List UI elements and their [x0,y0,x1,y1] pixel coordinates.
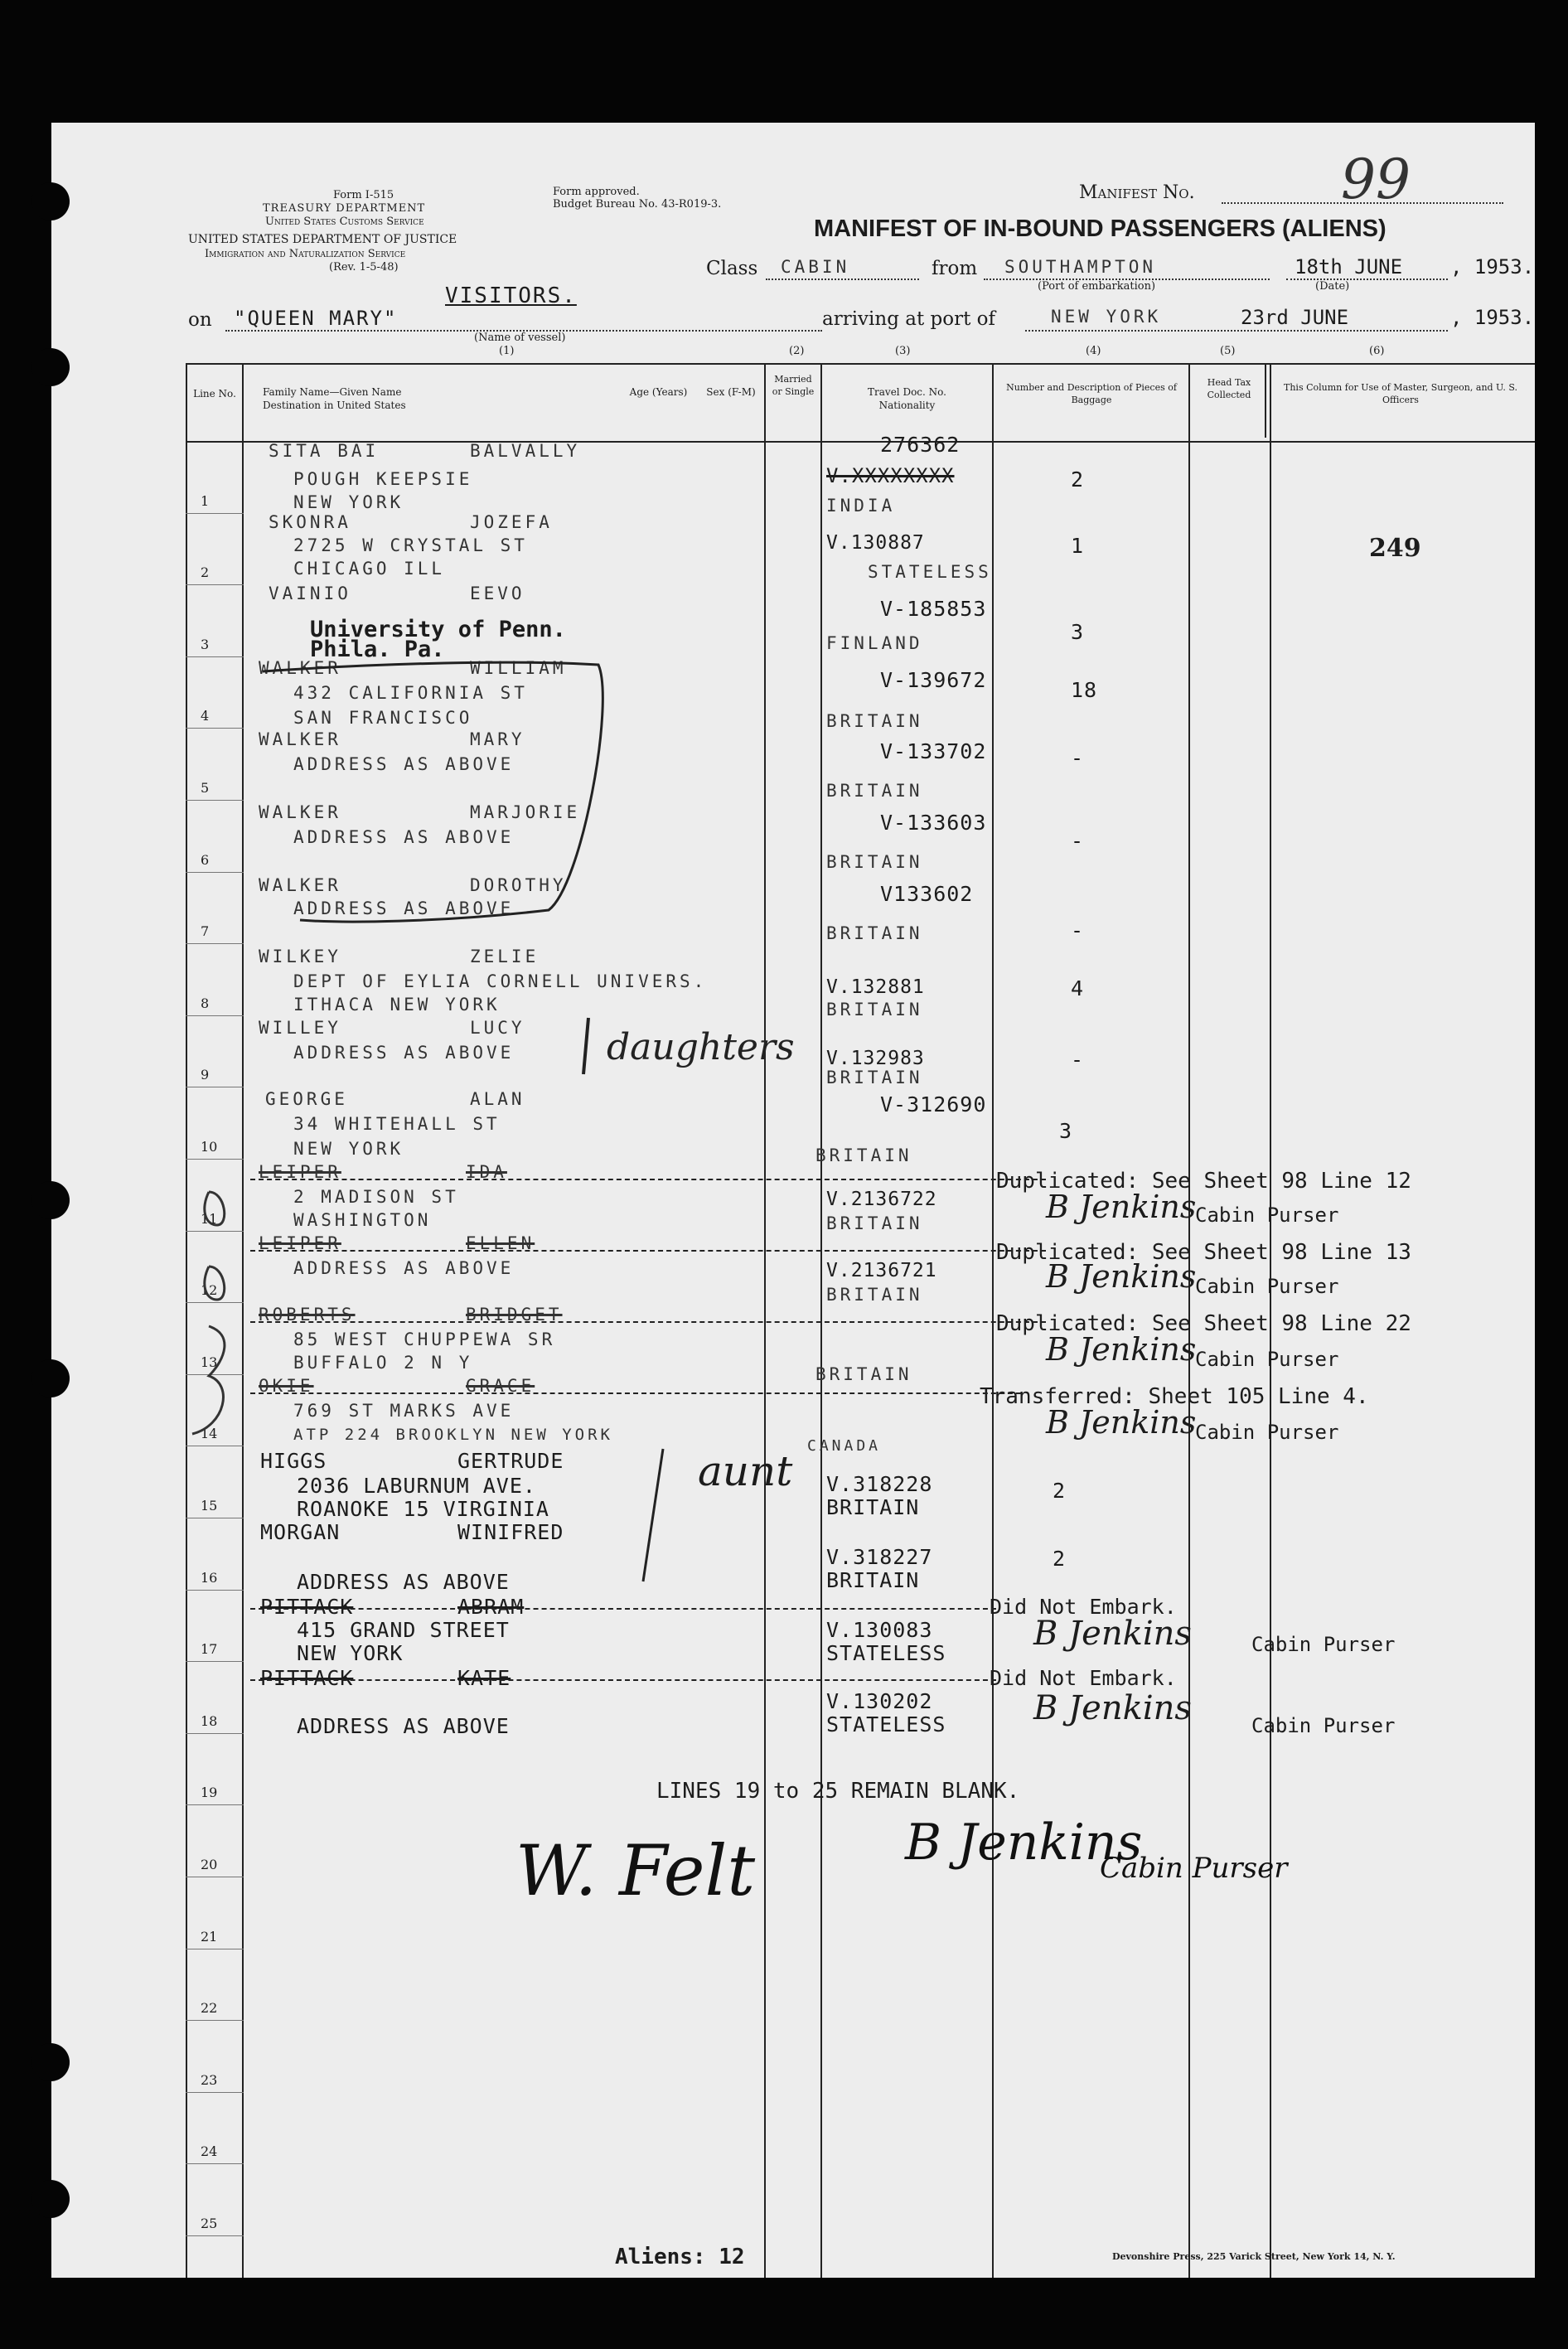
handwritten-note-aunt: aunt [698,1447,793,1495]
travel-doc: V.132881 [826,976,925,998]
nationality: BRITAIN [826,1000,923,1020]
travel-doc: V-185853 [880,597,987,621]
arrival-port: NEW YORK [1051,307,1162,327]
address: 2725 W CRYSTAL ST [293,535,528,555]
nationality: BRITAIN [826,781,923,801]
line-number: 2 [201,564,210,581]
line-number: 11 [201,1210,218,1227]
surname: LEIPER [259,1162,341,1182]
purser-title: Cabin Purser [1195,1421,1339,1444]
travel-doc-corrected: 276362 [880,433,961,457]
aliens-total: Aliens: 12 [615,2245,745,2269]
baggage-count: 3 [1059,1119,1073,1143]
date-caption: (Date) [1315,280,1350,293]
embark-date: 18th JUNE [1295,255,1403,278]
line-number: 21 [201,1928,218,1945]
line-number: 14 [201,1426,218,1442]
purser-title: Cabin Purser [1251,1633,1396,1656]
remain-blank-note: LINES 19 to 25 REMAIN BLANK. [656,1779,1020,1804]
col-number: (2) [789,345,805,357]
given-name: MARJORIE [470,802,581,822]
purser-title: Cabin Purser [1195,1348,1339,1371]
surname: WALKER [259,875,341,895]
arriving-label: arriving at port of [822,308,995,330]
address: BUFFALO 2 N Y [293,1353,473,1373]
port-embark-caption: (Port of embarkation) [1038,280,1156,293]
treasury-department: TREASURY DEPARTMENT [263,202,426,215]
surname: WALKER [259,802,341,822]
travel-doc: V.XXXXXXXX [826,464,955,487]
col-header-nationality: Nationality [878,400,936,411]
nationality: STATELESS [826,1641,946,1665]
address: NEW YORK [297,1641,404,1665]
address: NEW YORK [293,492,404,512]
travel-doc: V-133603 [880,811,987,835]
given-name: LUCY [470,1018,525,1038]
punch-hole [31,2043,70,2081]
manifest-no-label: Manifest No. [1079,182,1195,203]
line-number: 4 [201,708,210,724]
nationality: BRITAIN [826,1495,920,1519]
col-header-sex: Sex (F-M) [706,386,756,398]
arrival-year: , 1953. [1450,306,1535,329]
given-name: ELLEN [466,1233,535,1253]
purser-initials: B Jenkins [1046,1189,1197,1225]
travel-doc: V.2136721 [826,1260,937,1281]
address: 85 WEST CHUPPEWA SR [293,1329,556,1349]
surname: HIGGS [260,1449,327,1473]
nationality: FINLAND [826,633,923,653]
line-number: 12 [201,1282,218,1299]
given-name: GRACE [466,1376,535,1396]
address: 432 CALIFORNIA ST [293,683,528,703]
punch-hole [31,2180,70,2218]
purser-initials: B Jenkins [1046,1331,1197,1368]
travel-doc: V.130202 [826,1689,933,1713]
given-name: EEVO [470,584,525,603]
line-number: 10 [201,1139,218,1155]
travel-doc: V-139672 [880,668,987,692]
surname: VAINIO [269,584,351,603]
address: WASHINGTON [293,1210,432,1230]
line-number: 23 [201,2071,218,2088]
arrival-date: 23rd JUNE [1241,306,1349,329]
col-header-travel-doc: Travel Doc. No. [868,386,946,398]
surname: PITTACK [260,1595,354,1619]
on-label: on [188,309,212,331]
manifest-title: MANIFEST OF IN-BOUND PASSENGERS (ALIENS) [814,216,1387,242]
punch-hole [31,1181,70,1219]
address: Phila. Pa. [310,637,445,662]
baggage-count: 3 [1071,620,1085,644]
status-note: Duplicated: See Sheet 98 Line 22 [996,1311,1411,1336]
baggage-count: 2 [1053,1479,1067,1503]
line-number: 19 [201,1785,218,1801]
line-number: 17 [201,1641,218,1658]
surname: MORGAN [260,1520,341,1544]
vessel-caption: (Name of vessel) [474,332,566,344]
customs-service: United States Customs Service [265,216,424,228]
surname: SITA BAI [269,441,380,461]
nationality: BRITAIN [826,1285,923,1305]
col-header-line-no: Line No. [193,388,236,400]
line-number: 13 [201,1354,218,1370]
col-number: (5) [1220,345,1236,357]
class-value: CABIN [781,257,850,277]
punch-hole [31,348,70,386]
status-note: Duplicated: See Sheet 98 Line 13 [996,1240,1411,1265]
nationality: BRITAIN [815,1364,912,1384]
address: ADDRESS AS ABOVE [293,754,515,774]
embark-year: , 1953. [1450,255,1535,278]
given-name: ZELIE [470,947,540,966]
address: ADDRESS AS ABOVE [293,898,515,918]
given-name: WINIFRED [457,1520,564,1544]
status-note: Did Not Embark. [990,1666,1177,1690]
baggage-count: - [1071,918,1085,942]
baggage-count: - [1071,746,1085,770]
col-header-officers: This Column for Use of Master, Surgeon, and U. S. Officers [1284,382,1517,405]
status-note: Did Not Embark. [990,1595,1177,1619]
col-number: (6) [1369,345,1385,357]
handwritten-marks [51,123,1535,2278]
travel-doc: V133602 [880,882,974,906]
revision: (Rev. 1-5-48) [329,261,399,274]
purser-signature: B Jenkins [905,1814,1143,1872]
address: DEPT OF EYLIA CORNELL UNIVERS. [293,971,708,991]
line-number: 9 [201,1067,210,1083]
given-name: MARY [470,729,525,749]
purser-title: Cabin Purser [1195,1204,1339,1227]
line-number: 20 [201,1857,218,1872]
purser-title: Cabin Purser [1195,1275,1339,1298]
line-number: 24 [201,2143,218,2160]
officer-signature: W. Felt [515,1830,756,1911]
nationality: BRITAIN [826,1068,923,1087]
manifest-number: 99 [1341,148,1411,211]
address: ADDRESS AS ABOVE [297,1714,510,1738]
col-header-baggage: Number and Description of Pieces of Baggage [1006,382,1177,405]
given-name: IDA [466,1162,507,1182]
travel-doc: V.130083 [826,1618,933,1642]
nationality: BRITAIN [826,1213,923,1233]
line-number: 6 [201,851,210,868]
line-number: 8 [201,995,210,1011]
line-number: 25 [201,2216,218,2231]
travel-doc: V.130887 [826,532,925,554]
baggage-count: - [1071,829,1085,853]
purser-title: Cabin Purser [1251,1714,1396,1737]
surname: LEIPER [259,1233,341,1253]
address: POUGH KEEPSIE [293,469,473,489]
given-name: BALVALLY [470,441,581,461]
given-name: DOROTHY [470,875,567,895]
address: 769 ST MARKS AVE [293,1401,515,1421]
nationality: BRITAIN [826,711,923,731]
address: SAN FRANCISCO [293,708,473,728]
nationality: BRITAIN [826,923,923,943]
nationality: STATELESS [868,562,992,582]
baggage-count: 2 [1053,1547,1067,1571]
line-number: 15 [201,1498,218,1514]
line-number: 7 [201,923,210,940]
address: ROANOKE 15 VIRGINIA [297,1497,549,1521]
status-note: Duplicated: See Sheet 98 Line 12 [996,1169,1411,1194]
from-label: from [932,258,978,279]
department-of-justice: UNITED STATES DEPARTMENT OF JUSTICE [188,233,457,246]
address: ADDRESS AS ABOVE [293,827,515,847]
line-number: 18 [201,1712,218,1729]
given-name: ALAN [470,1089,525,1109]
line-number: 22 [201,2000,218,2017]
baggage-count: 2 [1071,467,1085,492]
nationality: STATELESS [826,1712,946,1736]
address: ADDRESS AS ABOVE [293,1043,515,1063]
surname: WILKEY [259,947,341,966]
col-header-name: Family Name—Given Name [263,386,402,398]
address: CHICAGO ILL [293,559,446,579]
col-number: (4) [1086,345,1101,357]
given-name: BRIDGET [466,1305,563,1325]
line-number: 5 [201,780,210,796]
address: 34 WHITEHALL ST [293,1114,501,1134]
handwritten-note-daughters: daughters [607,1026,795,1068]
line-number: 16 [201,1569,218,1586]
address: 2 MADISON ST [293,1187,459,1207]
given-name: ABRAM [457,1595,525,1619]
nationality: BRITAIN [815,1145,912,1165]
surname: WILLEY [259,1018,341,1038]
col-number: (3) [895,345,911,357]
purser-initials: B Jenkins [1033,1615,1192,1653]
col-header-head-tax: Head Tax Collected [1207,377,1251,400]
travel-doc: V-133702 [880,739,987,763]
nationality: CANADA [807,1437,882,1455]
status-note: Transferred: Sheet 105 Line 4. [980,1384,1369,1409]
surname: SKONRA [269,512,351,532]
address: ITHACA NEW YORK [293,995,501,1015]
surname: GEORGE [265,1089,348,1109]
line-number: 3 [201,636,210,652]
line-number: 1 [201,492,210,509]
nationality: BRITAIN [826,852,923,872]
printer-imprint: Devonshire Press, 225 Varick Street, New York 14, N. Y. [1112,2251,1396,2262]
vessel-name: "QUEEN MARY" [234,307,398,330]
address: ATP 224 BROOKLYN NEW YORK [293,1426,613,1444]
surname: WALKER [259,658,341,678]
address: University of Penn. [310,617,566,642]
form-approved: Form approved. [553,186,640,198]
class-label: Class [706,258,758,279]
surname: WALKER [259,729,341,749]
travel-doc: V-312690 [880,1092,987,1116]
given-name: KATE [457,1666,511,1690]
punch-hole [31,182,70,220]
col-header-destination: Destination in United States [263,400,406,411]
travel-doc: V.2136722 [826,1189,937,1210]
baggage-count: 4 [1071,976,1085,1000]
punch-hole [31,1359,70,1397]
purser-initials: B Jenkins [1046,1404,1197,1441]
address: ADDRESS AS ABOVE [297,1570,510,1594]
port-of-embarkation: SOUTHAMPTON [1004,257,1157,277]
given-name: JOZEFA [470,512,553,532]
address: 2036 LABURNUM AVE. [297,1474,536,1498]
purser-initials: B Jenkins [1046,1258,1197,1295]
form-number: Form I-515 [333,189,394,201]
baggage-count: - [1071,1048,1085,1072]
col-number: (1) [499,345,515,357]
surname: OKIE [259,1376,314,1396]
address: 415 GRAND STREET [297,1618,510,1642]
immigration-service: Immigration and Naturalization Service [205,248,406,260]
purser-initials: B Jenkins [1033,1689,1192,1727]
address: NEW YORK [293,1139,404,1159]
surname: PITTACK [260,1666,354,1690]
baggage-count: 18 [1071,678,1098,702]
officer-note: 249 [1369,534,1421,563]
nationality: BRITAIN [826,1568,920,1592]
purser-signature-title: Cabin Purser [1100,1852,1288,1885]
travel-doc: V.318228 [826,1472,933,1496]
visitors-label: VISITORS. [445,283,577,308]
col-header-age: Age (Years) [629,386,688,398]
address: ADDRESS AS ABOVE [293,1258,515,1278]
baggage-count: 1 [1071,534,1085,558]
given-name: GERTRUDE [457,1449,564,1473]
budget-bureau: Budget Bureau No. 43-R019-3. [553,198,722,211]
manifest-page [51,123,1535,2278]
travel-doc: V.132983 [826,1048,925,1069]
travel-doc: V.318227 [826,1545,933,1569]
surname: ROBERTS [259,1305,356,1325]
col-header-married: Married or Single [772,374,815,397]
nationality: INDIA [826,496,896,516]
given-name: WILLIAM [470,658,567,678]
